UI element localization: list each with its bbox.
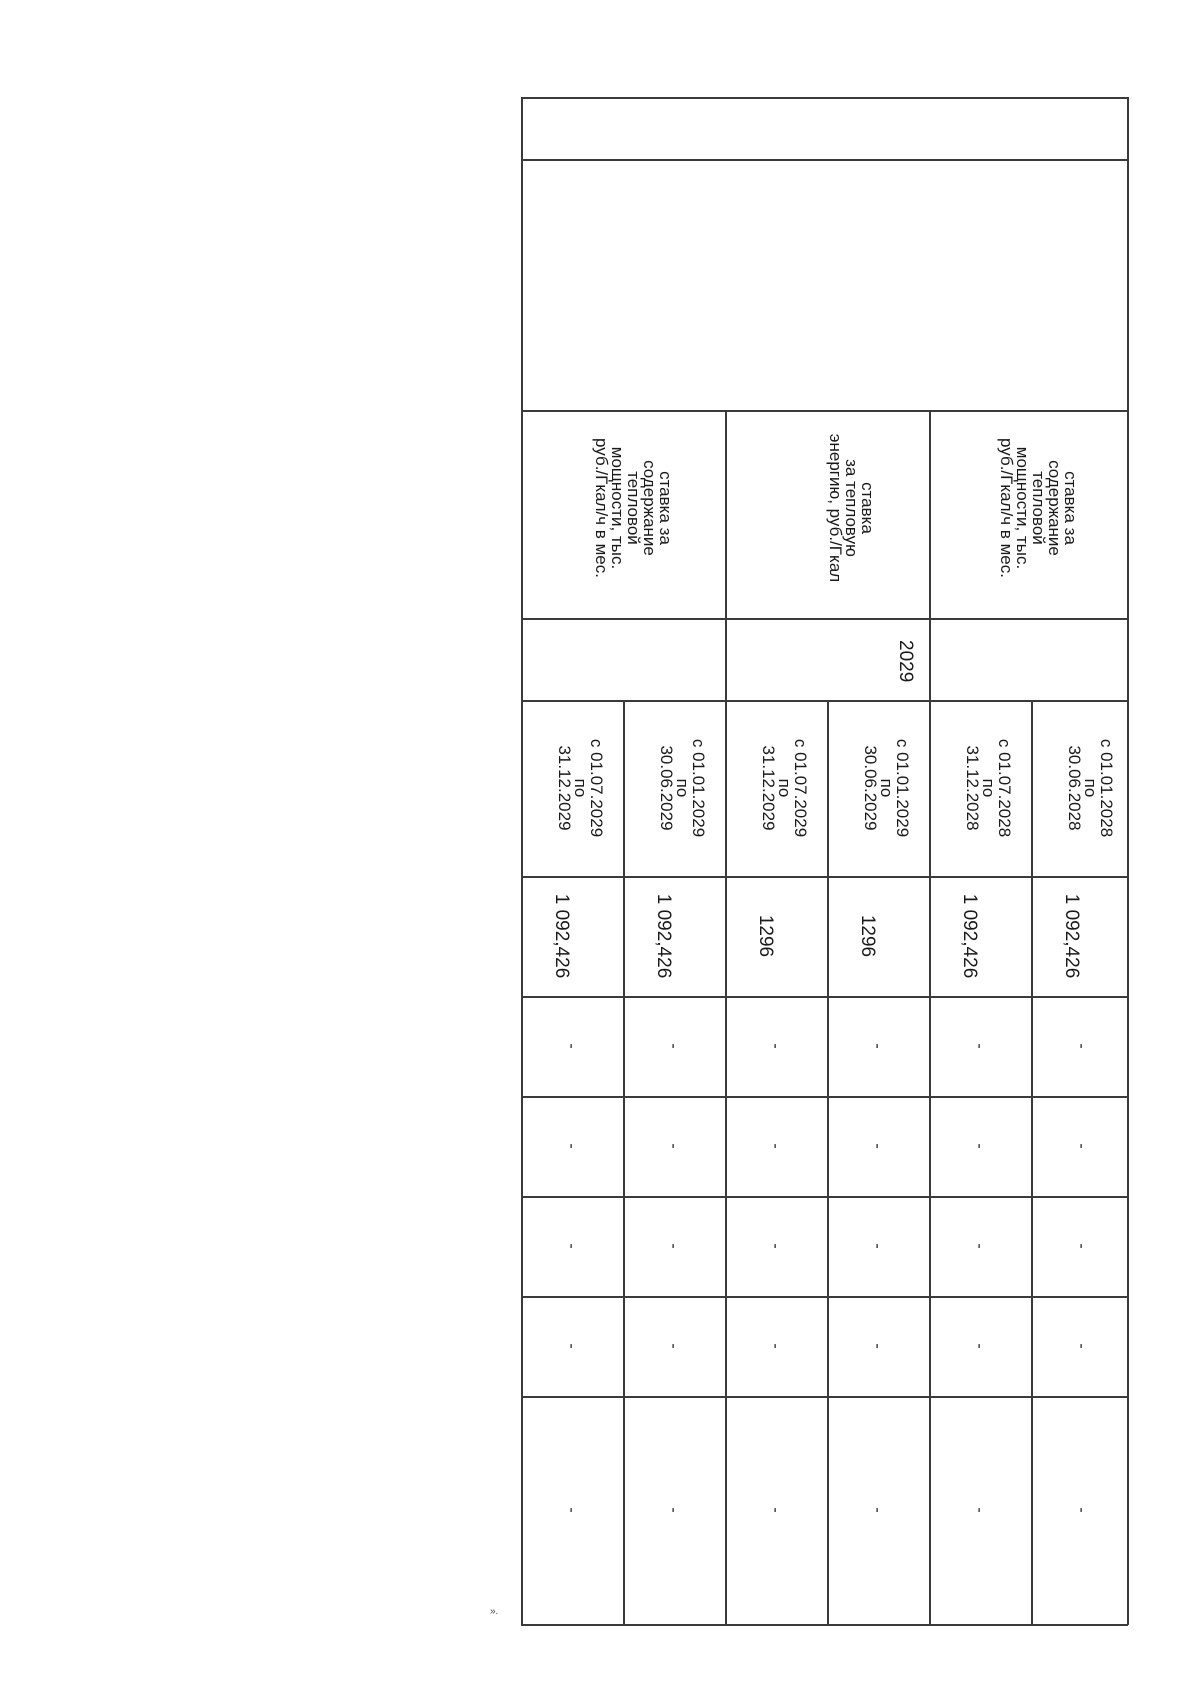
period-cell: с 01.07.2028 по 31.12.2028 [963,738,1014,838]
col-divider-3 [521,1296,1128,1298]
rate-name-2029-energy: ставка за тепловую энергию, руб./Гкал [826,433,877,583]
empty-value-dash: - [971,1143,988,1149]
rate-name-2028-capacity: ставка за содержание тепловой мощности, тыс. руб./Гкал/ч в мес. [997,438,1080,578]
value-divider [521,996,1128,998]
empty-value-dash: - [767,1043,784,1049]
rate-value: 1 092,426 [653,893,674,979]
top-border [521,97,1128,99]
period-cell: с 01.07.2029 по 31.12.2029 [555,738,606,838]
year-label: 2029 [895,640,916,683]
empty-value-dash: - [767,1343,784,1349]
empty-value-dash: - [563,1143,580,1149]
empty-value-dash: - [563,1507,580,1513]
empty-value-dash: - [665,1243,682,1249]
empty-value-dash: - [869,1343,886,1349]
rate-value: 1296 [755,914,776,958]
empty-value-dash: - [1073,1243,1090,1249]
col-divider-2 [521,1196,1128,1198]
empty-value-dash: - [971,1343,988,1349]
left-border [521,97,523,1625]
rate-value: 1 092,426 [1061,893,1082,979]
group-border-2 [725,410,727,1625]
empty-value-dash: - [563,1343,580,1349]
header-divider [521,159,1128,161]
period-divider [521,700,1128,702]
empty-value-dash: - [665,1043,682,1049]
subrow-border-2 [827,700,829,1625]
col-divider-1 [521,1096,1128,1098]
empty-value-dash: - [869,1507,886,1513]
stray-scan-mark: ». [490,1606,499,1617]
right-border [1127,97,1129,1625]
empty-value-dash: - [869,1043,886,1049]
empty-value-dash: - [767,1143,784,1149]
period-end-divider [521,876,1128,878]
empty-value-dash: - [1073,1143,1090,1149]
subrow-border-1 [1031,700,1033,1625]
col-divider-4 [521,1396,1128,1398]
empty-value-dash: - [665,1343,682,1349]
empty-value-dash: - [971,1243,988,1249]
rate-name-2029-capacity: ставка за содержание тепловой мощности, тыс. руб./Гкал/ч в мес. [592,438,675,578]
subrow-border-3 [623,700,625,1625]
empty-value-dash: - [665,1507,682,1513]
bottom-border [521,1624,1128,1626]
rate-value: 1 092,426 [551,893,572,979]
empty-value-dash: - [563,1243,580,1249]
empty-value-dash: - [1073,1043,1090,1049]
empty-value-dash: - [767,1507,784,1513]
period-cell: с 01.01.2029 по 30.06.2029 [861,738,912,838]
empty-value-dash: - [665,1143,682,1149]
empty-value-dash: - [971,1507,988,1513]
group-border-1 [929,410,931,1625]
empty-value-dash: - [971,1043,988,1049]
empty-value-dash: - [869,1143,886,1149]
empty-value-dash: - [1073,1343,1090,1349]
empty-value-dash: - [563,1043,580,1049]
empty-value-dash: - [1073,1507,1090,1513]
period-cell: с 01.01.2029 по 30.06.2029 [657,738,708,838]
empty-value-dash: - [869,1243,886,1249]
rate-value: 1296 [857,914,878,958]
rate-value: 1 092,426 [959,893,980,979]
year-divider [521,618,1128,620]
empty-value-dash: - [767,1243,784,1249]
period-cell: с 01.01.2028 по 30.06.2028 [1065,738,1116,838]
period-cell: с 01.07.2029 по 31.12.2029 [759,738,810,838]
